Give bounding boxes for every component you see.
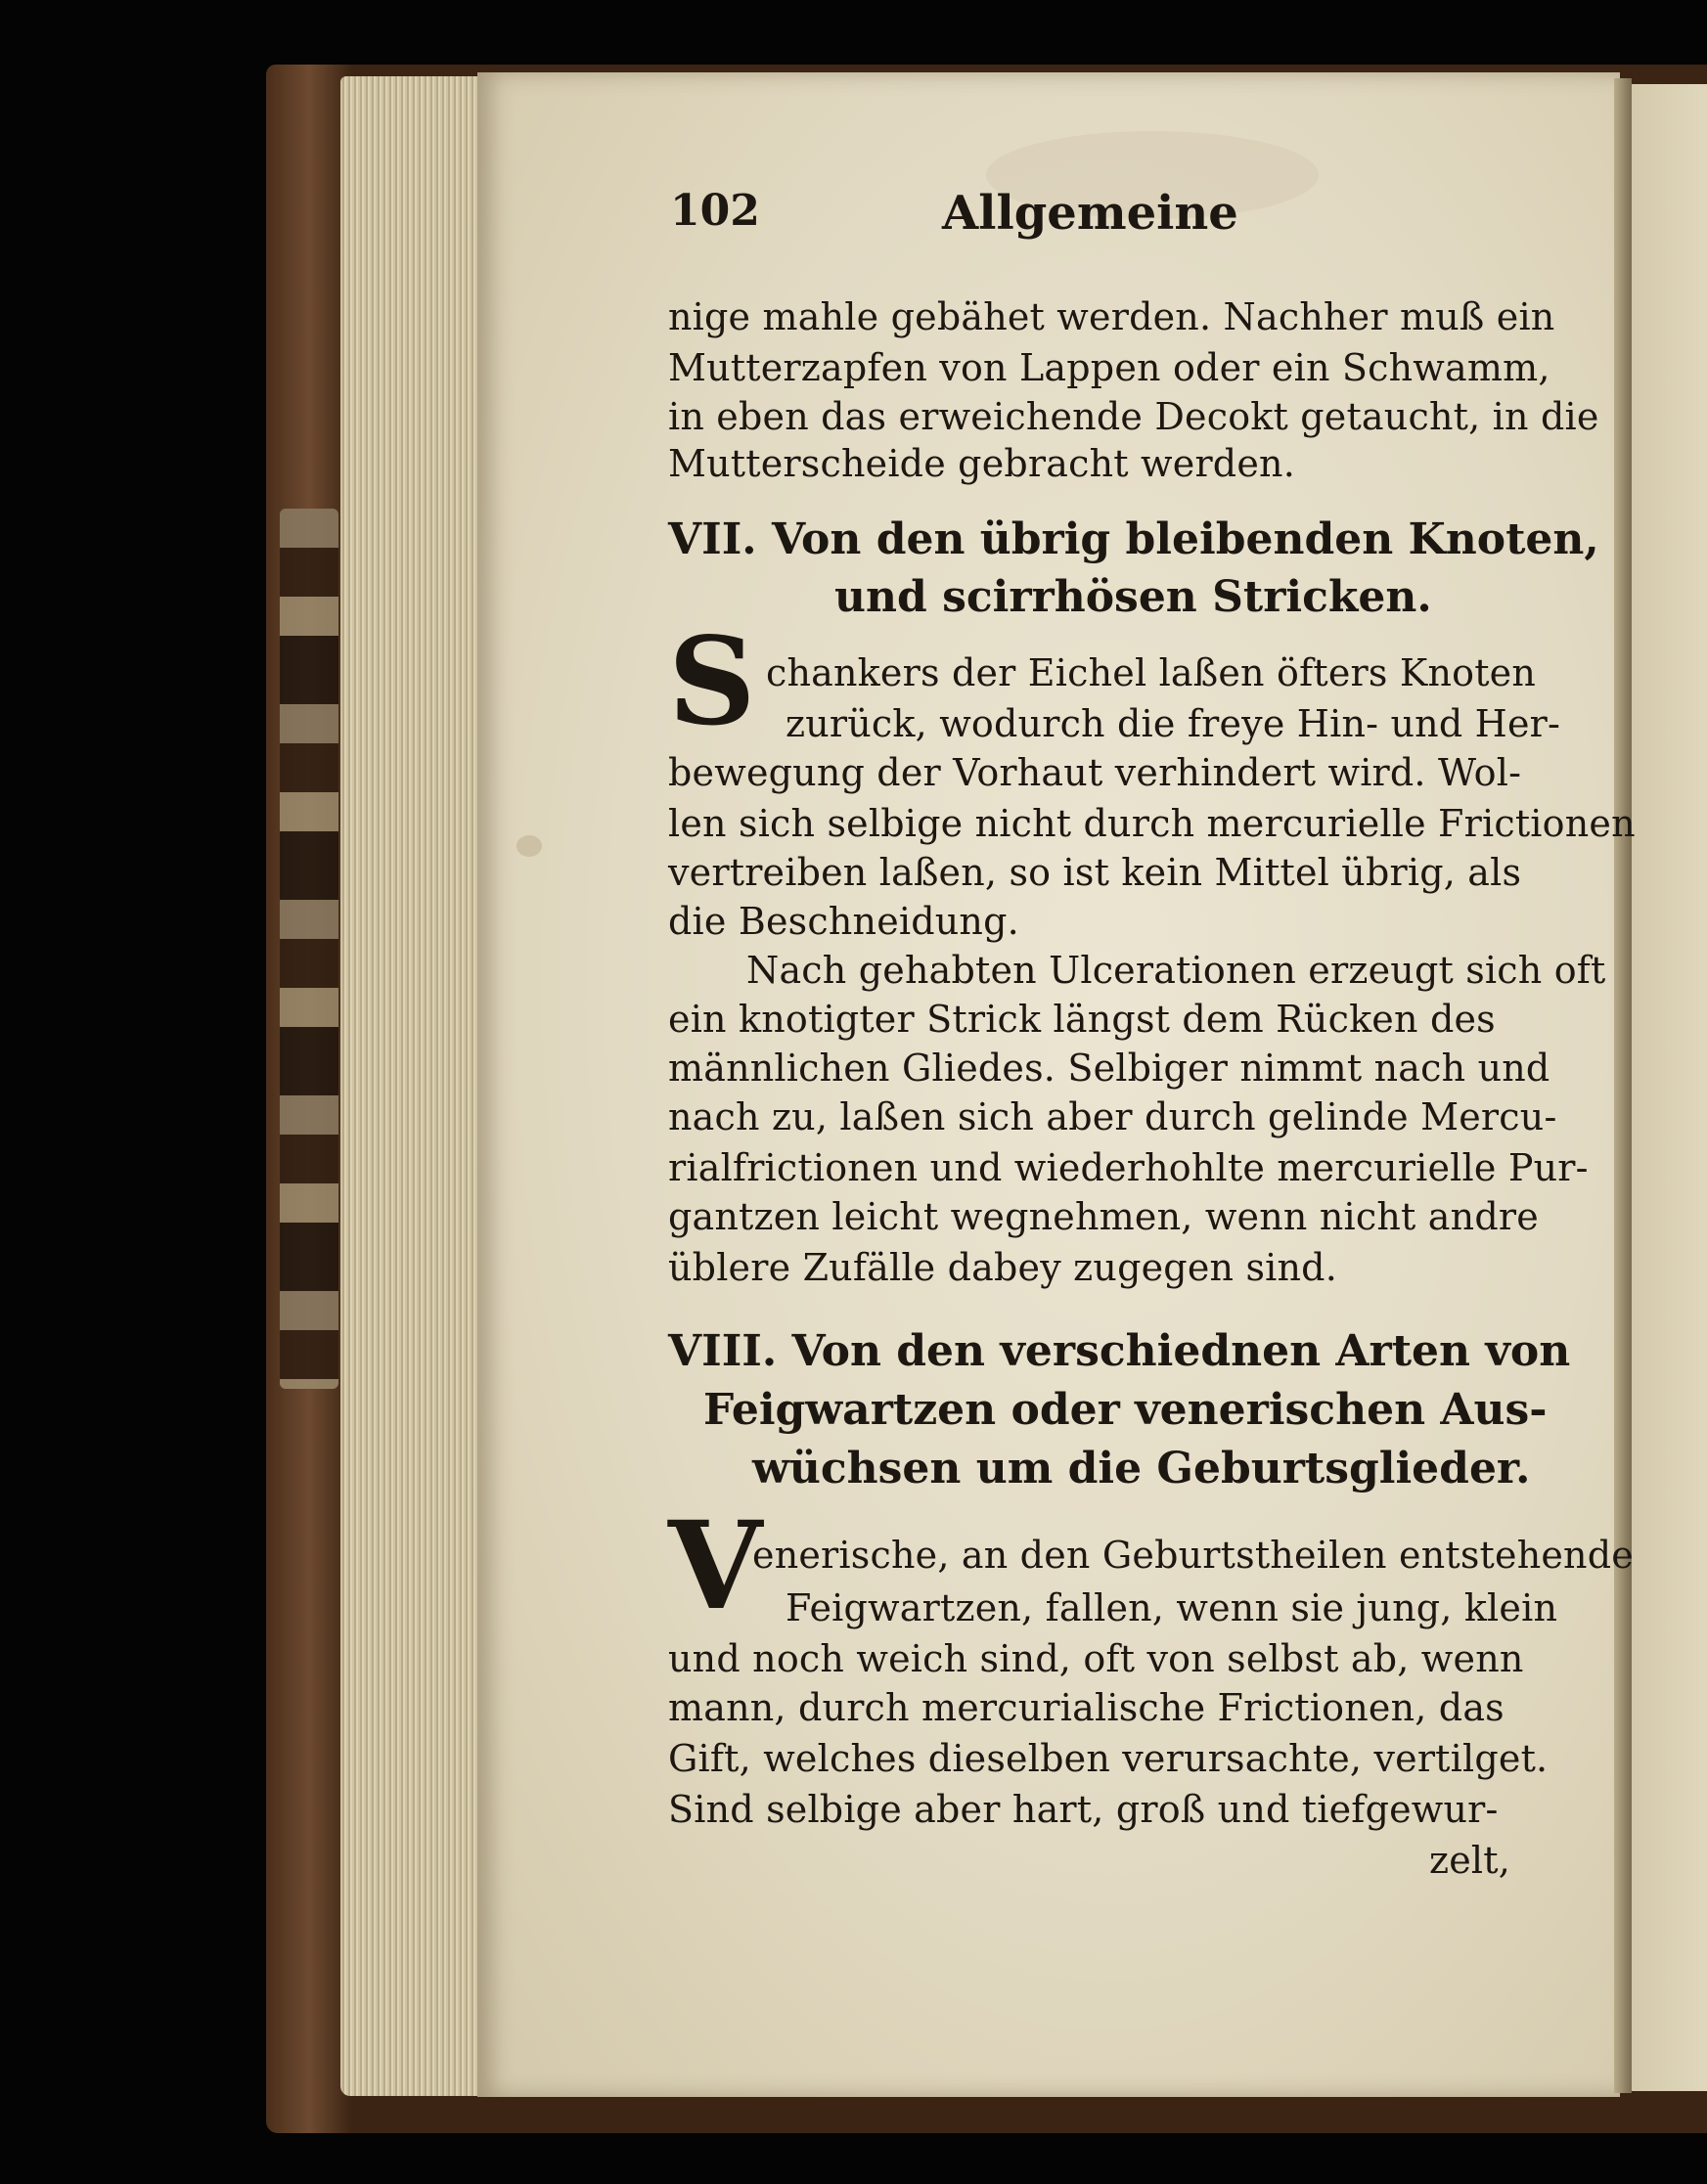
text-line: zurück, wodurch die freye Hin- und Her- — [786, 702, 1561, 745]
text-line: üblere Zufälle dabey zugegen sind. — [668, 1246, 1337, 1289]
heading-line: VII. Von den übrig bleibenden Knoten, — [668, 514, 1599, 564]
text-line: gantzen leicht wegnehmen, wenn nicht andre — [668, 1195, 1539, 1238]
text-line: chankers der Eichel laßen öfters Knoten — [766, 651, 1537, 694]
heading-line: wüchsen um die Geburtsglieder. — [752, 1444, 1531, 1493]
gutter-shadow — [1614, 78, 1632, 2093]
text-line: die Beschneidung. — [668, 900, 1019, 943]
text-line: Gift, welches dieselben verursachte, vertilget. — [668, 1737, 1549, 1780]
text-line: nige mahle gebähet werden. Nachher muß ein — [668, 295, 1555, 338]
text-line: Feigwartzen, fallen, wenn sie jung, klein — [786, 1586, 1558, 1629]
heading-line: VIII. Von den verschiednen Arten von — [668, 1326, 1571, 1376]
text-line: und noch weich sind, oft von selbst ab, wenn — [668, 1637, 1524, 1680]
text-line: bewegung der Vorhaut verhindert wird. Wol- — [668, 751, 1522, 794]
text-line: enerische, an den Geburtstheilen entstehende — [752, 1534, 1634, 1577]
text-line: Sind selbige aber hart, groß und tiefgewur- — [668, 1788, 1499, 1831]
page-number: 102 — [670, 186, 760, 236]
text-line: rialfrictionen und wiederhohlte mercurielle Pur- — [668, 1146, 1589, 1189]
catchword: zelt, — [1429, 1839, 1511, 1882]
text-line: nach zu, laßen sich aber durch gelinde Mercu- — [668, 1095, 1557, 1138]
page-header — [668, 186, 1509, 245]
text-line: Nach gehabten Ulcerationen erzeugt sich oft — [746, 949, 1606, 992]
text-line: männlichen Gliedes. Selbiger nimmt nach und — [668, 1047, 1550, 1090]
drop-cap: S — [668, 611, 756, 753]
text-line: mann, durch mercurialische Frictionen, das — [668, 1686, 1505, 1729]
drop-cap: V — [668, 1495, 763, 1637]
text-line: Mutterscheide gebracht werden. — [668, 442, 1295, 485]
text-line: in eben das erweichende Decokt getaucht, in die — [668, 395, 1599, 438]
text-line: ein knotigter Strick längst dem Rücken des — [668, 998, 1496, 1041]
text-line: vertreiben laßen, so ist kein Mittel übrig, als — [668, 851, 1522, 894]
page-edges — [340, 76, 477, 2096]
text-line: Mutterzapfen von Lappen oder ein Schwamm, — [668, 346, 1550, 389]
heading-line: und scirrhösen Stricken. — [834, 572, 1432, 622]
text-line: len sich selbige nicht durch mercurielle Frictionen — [668, 802, 1636, 845]
heading-line: Feigwartzen oder venerischen Aus- — [703, 1385, 1548, 1435]
worn-leather-spine — [280, 509, 338, 1389]
paper-stain — [517, 835, 542, 857]
running-head: Allgemeine — [942, 186, 1238, 241]
facing-page-edge — [1632, 84, 1707, 2091]
